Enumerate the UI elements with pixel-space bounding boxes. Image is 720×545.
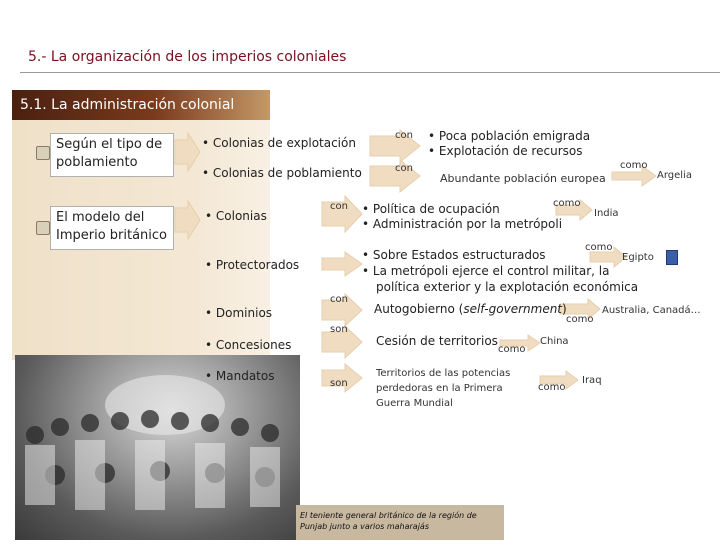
connector-como: como bbox=[553, 198, 581, 209]
type-concesiones: • Concesiones bbox=[205, 338, 292, 352]
mandatos-trait-3: Guerra Mundial bbox=[376, 398, 453, 409]
connector-con: con bbox=[395, 163, 413, 174]
connector-como: como bbox=[620, 160, 648, 171]
explotacion-trait-1: • Poca población emigrada bbox=[428, 129, 591, 143]
connector-son: son bbox=[330, 378, 348, 389]
type-dominios: • Dominios bbox=[205, 306, 273, 320]
connector-son: son bbox=[330, 324, 348, 335]
explotacion-trait-2: • Explotación de recursos bbox=[428, 144, 583, 158]
connector-con: con bbox=[395, 130, 413, 141]
example-australia-canada: Australia, Canadá… bbox=[602, 305, 701, 316]
arrow-shape bbox=[175, 133, 200, 171]
type-mandatos: • Mandatos bbox=[205, 369, 275, 383]
connector-como: como bbox=[585, 242, 613, 253]
criterion-box-poblamiento: Según el tipo de poblamiento bbox=[50, 133, 174, 177]
connector-como: como bbox=[566, 314, 594, 325]
arrow-shape bbox=[175, 201, 200, 239]
mandatos-trait-1: Territorios de las potencias bbox=[376, 368, 511, 379]
square-marker-icon bbox=[666, 250, 678, 265]
protectorados-trait-3: política exterior y la explotación económica bbox=[376, 280, 639, 294]
type-colonias: • Colonias bbox=[205, 209, 267, 223]
example-china: China bbox=[540, 336, 569, 347]
poblamiento-trait: Abundante población europea bbox=[440, 172, 606, 185]
connector-como: como bbox=[498, 344, 526, 355]
connector-con: con bbox=[330, 201, 348, 212]
colonias-trait-1: • Política de ocupación bbox=[362, 202, 500, 216]
section-title: 5.1. La administración colonial bbox=[20, 97, 235, 113]
type-colonias-poblamiento: • Colonias de poblamiento bbox=[202, 166, 362, 180]
example-egipto: Egipto bbox=[622, 252, 654, 263]
page-title: 5.- La organización de los imperios coloniales bbox=[28, 49, 347, 65]
mandatos-trait-2: perdedoras en la Primera bbox=[376, 383, 503, 394]
example-iraq: Iraq bbox=[582, 375, 602, 386]
connector-con: con bbox=[330, 294, 348, 305]
colonias-trait-2: • Administración por la metrópoli bbox=[362, 217, 563, 231]
type-protectorados: • Protectorados bbox=[205, 258, 300, 272]
criterion-box-imperio: El modelo del Imperio británico bbox=[50, 206, 174, 250]
photo-caption: El teniente general británico de la región de Punjab junto a varios maharajás bbox=[300, 511, 477, 531]
example-india: India bbox=[594, 208, 619, 219]
protectorados-trait-1: • Sobre Estados estructurados bbox=[362, 248, 546, 262]
example-argelia: Argelia bbox=[657, 170, 692, 181]
connector-como: como bbox=[538, 382, 566, 393]
concesiones-trait: Cesión de territorios bbox=[376, 334, 498, 348]
arrow-shape bbox=[322, 252, 362, 276]
dominios-trait: Autogobierno (self-government) bbox=[374, 302, 567, 316]
protectorados-trait-2: • La metrópoli ejerce el control militar, la bbox=[362, 264, 610, 278]
type-colonias-explotacion: • Colonias de explotación bbox=[202, 136, 356, 150]
